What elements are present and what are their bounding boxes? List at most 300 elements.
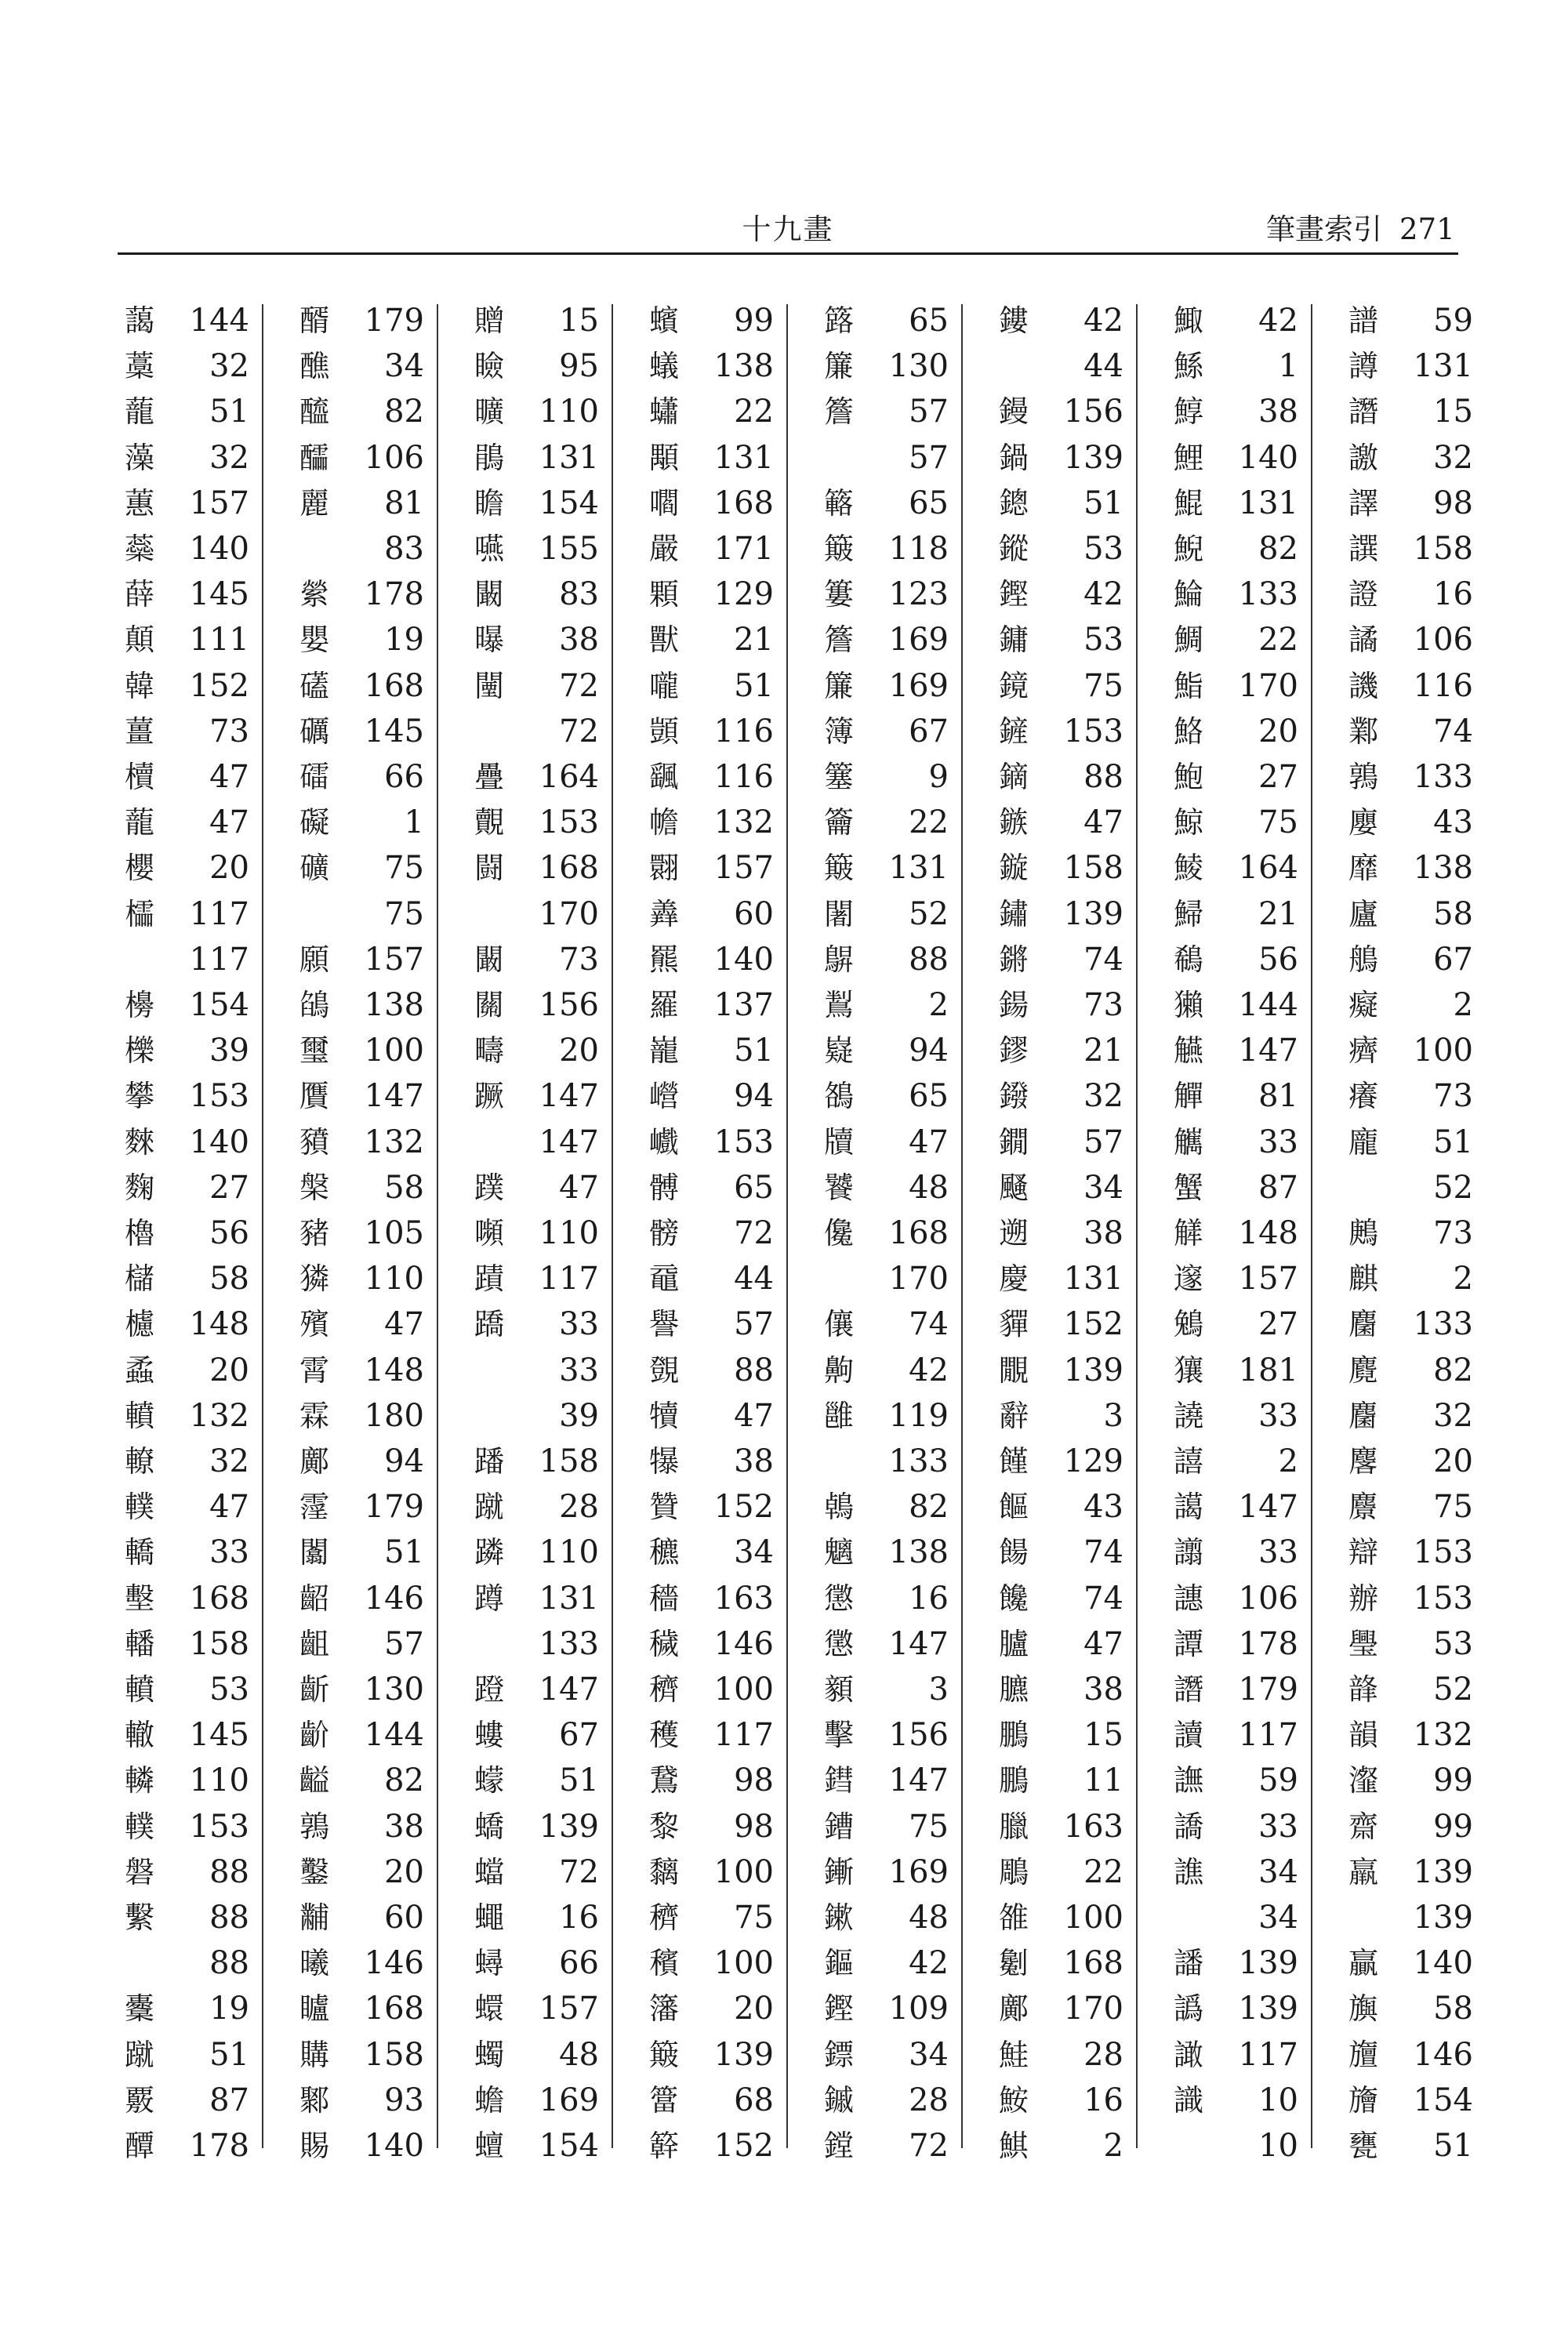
index-entry — [1341, 2078, 1473, 2123]
entry-page-number: 168 — [1063, 1945, 1123, 1982]
index-entry — [817, 435, 949, 481]
entry-page-number: 140 — [189, 531, 249, 567]
index-entry — [1341, 1028, 1473, 1073]
entry-page-number: 16 — [1433, 576, 1473, 613]
index-entry — [1341, 1210, 1473, 1256]
entry-page-number: 56 — [209, 1215, 249, 1251]
entry-character: 穦 — [648, 1946, 679, 1981]
entry-page-number: 58 — [1433, 895, 1473, 932]
index-entry — [1167, 1576, 1298, 1621]
entry-character: 嚬 — [474, 1216, 504, 1250]
index-entry — [292, 2123, 424, 2169]
entry-character: 瞼 — [474, 349, 504, 384]
entry-page-number: 133 — [1413, 759, 1473, 795]
entry-character: 闞 — [474, 577, 504, 612]
entry-page-number: 118 — [888, 531, 949, 567]
entry-page-number: 83 — [384, 531, 424, 567]
index-entry — [1167, 1301, 1298, 1347]
entry-page-number: 66 — [384, 759, 424, 795]
entry-page-number: 15 — [1083, 1717, 1123, 1754]
index-entry — [1341, 1393, 1473, 1439]
entry-character: 鄺 — [998, 1991, 1029, 2027]
entry-character: 簳 — [648, 2129, 679, 2163]
index-entry — [817, 1530, 949, 1575]
entry-page-number: 139 — [1063, 1352, 1123, 1388]
index-entry — [292, 526, 424, 572]
entry-character: 贈 — [474, 303, 504, 338]
index-entry — [992, 435, 1123, 481]
index-entry — [118, 1393, 249, 1439]
entry-character: 簷 — [823, 394, 854, 430]
entry-page-number: 48 — [559, 2036, 599, 2073]
entry-page-number: 110 — [539, 1215, 599, 1251]
index-entry — [467, 754, 599, 800]
index-entry — [118, 1530, 249, 1575]
index-entry — [992, 1301, 1123, 1347]
entry-page-number: 47 — [209, 1489, 249, 1526]
index-entry — [992, 1849, 1123, 1895]
index-entry — [118, 1120, 249, 1165]
entry-character: 鏟 — [998, 713, 1029, 749]
entry-page-number: 99 — [1433, 1762, 1473, 1799]
entry-page-number: 47 — [909, 1123, 949, 1160]
entry-page-number: 170 — [539, 895, 599, 932]
entry-page-number: 88 — [1083, 759, 1123, 795]
entry-page-number: 10 — [1258, 2128, 1298, 2164]
entry-page-number: 169 — [888, 667, 949, 704]
entry-character: 櫟 — [124, 1033, 154, 1069]
entry-page-number: 16 — [909, 1580, 949, 1617]
entry-page-number: 51 — [734, 667, 774, 704]
entry-character: 譤 — [1348, 440, 1378, 475]
index-entry — [642, 1712, 774, 1758]
index-entry — [292, 891, 424, 937]
entry-character: 譆 — [1173, 1444, 1203, 1479]
entry-page-number: 131 — [713, 439, 774, 476]
entry-page-number: 156 — [1063, 394, 1123, 430]
entry-page-number: 42 — [909, 1352, 949, 1388]
index-entry — [467, 1849, 599, 1895]
index-entry — [1167, 389, 1298, 434]
entry-page-number: 2 — [1453, 1261, 1473, 1298]
entry-character: 蹴 — [474, 1490, 504, 1525]
index-entry — [817, 1621, 949, 1667]
entry-character: 羆 — [648, 942, 679, 977]
index-entry — [1167, 1439, 1298, 1484]
index-entry — [1341, 891, 1473, 937]
index-entry — [118, 1073, 249, 1119]
entry-page-number: 81 — [1258, 1078, 1298, 1115]
entry-page-number: 48 — [909, 1169, 949, 1206]
entry-character: 齗 — [299, 1672, 329, 1707]
entry-character: 邃 — [1173, 1261, 1203, 1297]
index-entry — [467, 1895, 599, 1940]
index-entry — [817, 1028, 949, 1073]
index-entry — [118, 298, 249, 343]
entry-character: 鏢 — [823, 2037, 854, 2072]
entry-character: 龐 — [1348, 1124, 1378, 1160]
entry-page-number: 15 — [559, 303, 599, 339]
index-entry — [467, 2032, 599, 2078]
entry-page-number: 140 — [1238, 439, 1298, 476]
entry-character: 蟹 — [1173, 1170, 1203, 1205]
entry-page-number: 47 — [559, 1169, 599, 1206]
entry-page-number: 32 — [1083, 1078, 1123, 1115]
index-entry — [992, 1348, 1123, 1393]
entry-character: 雝 — [823, 1398, 854, 1433]
entry-page-number: 34 — [384, 348, 424, 385]
index-entry — [992, 572, 1123, 617]
entry-page-number: 169 — [888, 622, 949, 659]
index-entry — [118, 663, 249, 709]
entry-character: 醑 — [299, 303, 329, 338]
entry-page-number: 33 — [209, 1534, 249, 1571]
index-entry — [292, 1621, 424, 1667]
index-entry — [817, 1301, 949, 1347]
entry-character: 慶 — [998, 1261, 1029, 1297]
entry-page-number: 22 — [734, 394, 774, 430]
index-entry — [817, 1348, 949, 1393]
entry-character: 藁 — [124, 349, 154, 384]
entry-page-number: 168 — [364, 1991, 424, 2027]
entry-page-number: 2 — [1103, 2128, 1123, 2164]
entry-character: 鵬 — [998, 1718, 1029, 1753]
index-entry — [642, 481, 774, 526]
entry-character: 鯤 — [1173, 485, 1203, 521]
entry-character: 巆 — [648, 1079, 679, 1114]
index-entry — [992, 1758, 1123, 1803]
entry-page-number: 168 — [713, 485, 774, 521]
entry-character: 鏺 — [998, 1079, 1029, 1114]
entry-page-number: 99 — [734, 303, 774, 339]
entry-character: 鏉 — [823, 1900, 854, 1935]
index-entry — [992, 1986, 1123, 2031]
entry-character: 譪 — [1173, 1490, 1203, 1525]
entry-page-number: 100 — [364, 1033, 424, 1069]
index-entry — [1341, 1301, 1473, 1347]
index-entry — [817, 800, 949, 845]
entry-character: 縈 — [299, 577, 329, 612]
entry-page-number: 132 — [1413, 1717, 1473, 1754]
index-entry — [1167, 481, 1298, 526]
entry-page-number: 52 — [1433, 1671, 1473, 1708]
entry-character: 蘢 — [124, 394, 154, 430]
index-entry — [817, 982, 949, 1028]
index-entry — [817, 845, 949, 891]
entry-character: 證 — [1348, 577, 1378, 612]
entry-character: 璽 — [299, 1033, 329, 1069]
entry-character: 鯫 — [1173, 303, 1203, 338]
entry-page-number: 65 — [734, 1169, 774, 1206]
entry-character: 鵥 — [823, 988, 854, 1022]
entry-page-number: 116 — [713, 759, 774, 795]
entry-page-number: 117 — [713, 1717, 774, 1754]
entry-page-number: 157 — [539, 1991, 599, 2027]
entry-character: 鏞 — [998, 622, 1029, 658]
entry-page-number: 94 — [384, 1443, 424, 1479]
index-entry — [1167, 526, 1298, 572]
entry-character: 儳 — [823, 1216, 854, 1250]
entry-page-number: 32 — [209, 1443, 249, 1479]
entry-character: 繫 — [124, 1900, 154, 1935]
index-entry — [1167, 845, 1298, 891]
index-entry — [1341, 982, 1473, 1028]
entry-page-number: 28 — [909, 2082, 949, 2118]
entry-page-number: 154 — [1413, 2082, 1473, 2118]
index-entry — [817, 2123, 949, 2169]
index-entry — [1341, 1667, 1473, 1712]
index-entry — [992, 1256, 1123, 1301]
index-entry — [1341, 1849, 1473, 1895]
entry-page-number: 57 — [1083, 1123, 1123, 1160]
entry-character: 譐 — [1348, 349, 1378, 384]
entry-page-number: 129 — [713, 576, 774, 613]
index-entry — [642, 891, 774, 937]
entry-page-number: 48 — [909, 1900, 949, 1936]
index-entry — [1167, 1256, 1298, 1301]
entry-page-number: 145 — [189, 576, 249, 613]
entry-page-number: 139 — [1238, 1945, 1298, 1982]
index-entry — [642, 1484, 774, 1530]
index-entry — [118, 1758, 249, 1803]
entry-character: 籓 — [648, 1991, 679, 2027]
entry-character: 齟 — [299, 1626, 329, 1661]
entry-page-number: 22 — [909, 804, 949, 841]
index-entry — [467, 937, 599, 982]
entry-page-number: 58 — [209, 1261, 249, 1298]
entry-page-number: 42 — [1083, 303, 1123, 339]
index-entry — [292, 1165, 424, 1210]
entry-page-number: 75 — [1433, 1489, 1473, 1526]
entry-character: 蟳 — [474, 1946, 504, 1981]
entry-character: 遡 — [998, 1216, 1029, 1250]
entry-page-number: 72 — [559, 713, 599, 750]
entry-page-number: 67 — [1433, 941, 1473, 978]
index-entry — [642, 1439, 774, 1484]
index-entry — [467, 1210, 599, 1256]
index-entry — [817, 1758, 949, 1803]
entry-character: 鵗 — [1173, 942, 1203, 977]
index-entry — [817, 481, 949, 526]
index-entry — [992, 617, 1123, 662]
entry-character: 譜 — [1348, 303, 1378, 338]
entry-character: 轒 — [124, 1672, 154, 1707]
entry-page-number: 93 — [384, 2082, 424, 2118]
entry-page-number: 51 — [559, 1762, 599, 1799]
index-entry — [642, 1301, 774, 1347]
entry-page-number: 47 — [1083, 804, 1123, 841]
index-entry — [467, 1804, 599, 1849]
entry-page-number: 99 — [1433, 1808, 1473, 1845]
entry-page-number: 131 — [1413, 348, 1473, 385]
entry-page-number: 139 — [713, 2036, 774, 2073]
entry-page-number: 34 — [734, 1534, 774, 1571]
entry-character: 霖 — [299, 1398, 329, 1433]
entry-character: 蹶 — [474, 1079, 504, 1114]
index-entry — [118, 1210, 249, 1256]
entry-character: 鄹 — [299, 2082, 329, 2118]
index-entry — [642, 343, 774, 389]
entry-page-number: 22 — [1258, 622, 1298, 659]
entry-character: 臕 — [998, 1672, 1029, 1707]
entry-page-number: 33 — [1258, 1808, 1298, 1845]
index-entry — [292, 343, 424, 389]
index-entry — [1341, 1712, 1473, 1758]
index-entry — [817, 663, 949, 709]
entry-page-number: 82 — [384, 394, 424, 430]
index-entry — [992, 1712, 1123, 1758]
entry-page-number: 20 — [559, 1033, 599, 1069]
index-entry — [992, 2123, 1123, 2169]
entry-page-number: 168 — [888, 1215, 949, 1251]
entry-page-number: 42 — [1083, 576, 1123, 613]
index-entry — [817, 1576, 949, 1621]
index-entry — [1341, 1120, 1473, 1165]
entry-character: 鮭 — [998, 2037, 1029, 2072]
entry-page-number: 179 — [364, 303, 424, 339]
entry-page-number: 147 — [539, 1123, 599, 1160]
entry-page-number: 52 — [1433, 1169, 1473, 1206]
entry-page-number: 74 — [1083, 1534, 1123, 1571]
index-entry — [292, 1804, 424, 1849]
index-entry — [1167, 1073, 1298, 1119]
entry-page-number: 47 — [734, 1397, 774, 1434]
index-entry — [1167, 1712, 1298, 1758]
index-entry — [467, 298, 599, 343]
entry-character: 螻 — [474, 1718, 504, 1753]
entry-character: 穮 — [648, 1535, 679, 1570]
entry-character: 穧 — [648, 1672, 679, 1707]
index-entry — [467, 435, 599, 481]
entry-page-number: 57 — [909, 439, 949, 476]
entry-character: 醮 — [299, 349, 329, 384]
entry-page-number: 75 — [384, 850, 424, 887]
index-entry — [118, 937, 249, 982]
entry-character: 鯛 — [1173, 622, 1203, 658]
entry-page-number: 164 — [1238, 850, 1298, 887]
entry-page-number: 146 — [364, 1945, 424, 1982]
entry-page-number: 73 — [1433, 1215, 1473, 1251]
index-entry — [1341, 1348, 1473, 1393]
entry-page-number: 139 — [1063, 895, 1123, 932]
entry-page-number: 27 — [209, 1169, 249, 1206]
entry-character: 譽 — [648, 1307, 679, 1342]
entry-page-number: 20 — [734, 1991, 774, 2027]
index-entry — [292, 298, 424, 343]
index-entry — [992, 937, 1123, 982]
entry-page-number: 153 — [539, 804, 599, 841]
index-entry — [467, 1940, 599, 1986]
index-entry — [292, 1484, 424, 1530]
index-entry — [817, 1439, 949, 1484]
index-entry — [1167, 937, 1298, 982]
index-entry — [992, 1667, 1123, 1712]
index-entry — [292, 1348, 424, 1393]
entry-page-number: 20 — [1433, 1443, 1473, 1479]
column-divider — [961, 304, 963, 2148]
entry-character: 齸 — [299, 1763, 329, 1798]
entry-page-number: 153 — [1063, 713, 1123, 750]
entry-page-number: 22 — [1083, 1853, 1123, 1890]
entry-page-number: 98 — [1433, 485, 1473, 521]
entry-page-number: 75 — [384, 895, 424, 932]
entry-character: 簸 — [648, 2037, 679, 2072]
entry-page-number: 154 — [539, 485, 599, 521]
entry-page-number: 51 — [209, 394, 249, 430]
index-entry — [817, 1849, 949, 1895]
index-entry — [292, 1028, 424, 1073]
entry-page-number: 133 — [1413, 1306, 1473, 1343]
entry-character: 巇 — [648, 1124, 679, 1160]
index-entry — [992, 298, 1123, 343]
entry-character: 嶷 — [823, 1033, 854, 1069]
index-entry — [292, 754, 424, 800]
entry-character: 麗 — [299, 485, 329, 521]
entry-page-number: 144 — [189, 303, 249, 339]
index-entry — [642, 2032, 774, 2078]
index-entry — [292, 1393, 424, 1439]
entry-page-number: 139 — [1063, 439, 1123, 476]
index-entry — [292, 800, 424, 845]
entry-character: 顡 — [823, 1672, 854, 1707]
entry-character: 儴 — [823, 1307, 854, 1342]
entry-character: 韸 — [1348, 1672, 1378, 1707]
index-entry — [292, 1210, 424, 1256]
entry-character: 鏽 — [998, 896, 1029, 931]
index-entry — [1167, 891, 1298, 937]
entry-page-number: 148 — [364, 1352, 424, 1388]
entry-character: 藹 — [124, 303, 154, 338]
entry-character: 譊 — [1173, 1398, 1203, 1433]
entry-page-number: 117 — [189, 895, 249, 932]
index-entry — [992, 389, 1123, 434]
index-entry — [817, 389, 949, 434]
entry-character: 麳 — [124, 1124, 154, 1160]
index-entry — [817, 1120, 949, 1165]
entry-character: 鏓 — [998, 485, 1029, 521]
index-entry — [118, 389, 249, 434]
entry-character: 麕 — [1348, 1307, 1378, 1342]
entry-page-number: 68 — [734, 2082, 774, 2118]
entry-page-number: 87 — [1258, 1169, 1298, 1206]
index-entry — [292, 572, 424, 617]
column-divider — [262, 304, 263, 2148]
entry-page-number: 38 — [559, 622, 599, 659]
entry-character: 髈 — [648, 1216, 679, 1250]
entry-character: 臚 — [998, 1626, 1029, 1661]
entry-character: 疊 — [474, 760, 504, 794]
index-entry — [992, 1940, 1123, 1986]
entry-page-number: 170 — [888, 1261, 949, 1298]
index-entry — [292, 481, 424, 526]
entry-page-number: 147 — [1238, 1033, 1298, 1069]
index-entry — [817, 1484, 949, 1530]
entry-page-number: 138 — [1413, 850, 1473, 887]
entry-character: 轎 — [124, 1535, 154, 1570]
index-entry — [1341, 1530, 1473, 1575]
entry-page-number: 38 — [734, 1443, 774, 1479]
entry-page-number: 140 — [1413, 1945, 1473, 1982]
index-entry — [992, 2032, 1123, 2078]
column-divider — [1311, 304, 1312, 2148]
entry-page-number: 47 — [384, 1306, 424, 1343]
index-entry — [467, 572, 599, 617]
entry-character: 癢 — [1348, 1079, 1378, 1114]
entry-character: 鐗 — [998, 1124, 1029, 1160]
entry-character: 礙 — [299, 805, 329, 840]
entry-character: 曝 — [474, 622, 504, 658]
entry-page-number: 56 — [1258, 941, 1298, 978]
